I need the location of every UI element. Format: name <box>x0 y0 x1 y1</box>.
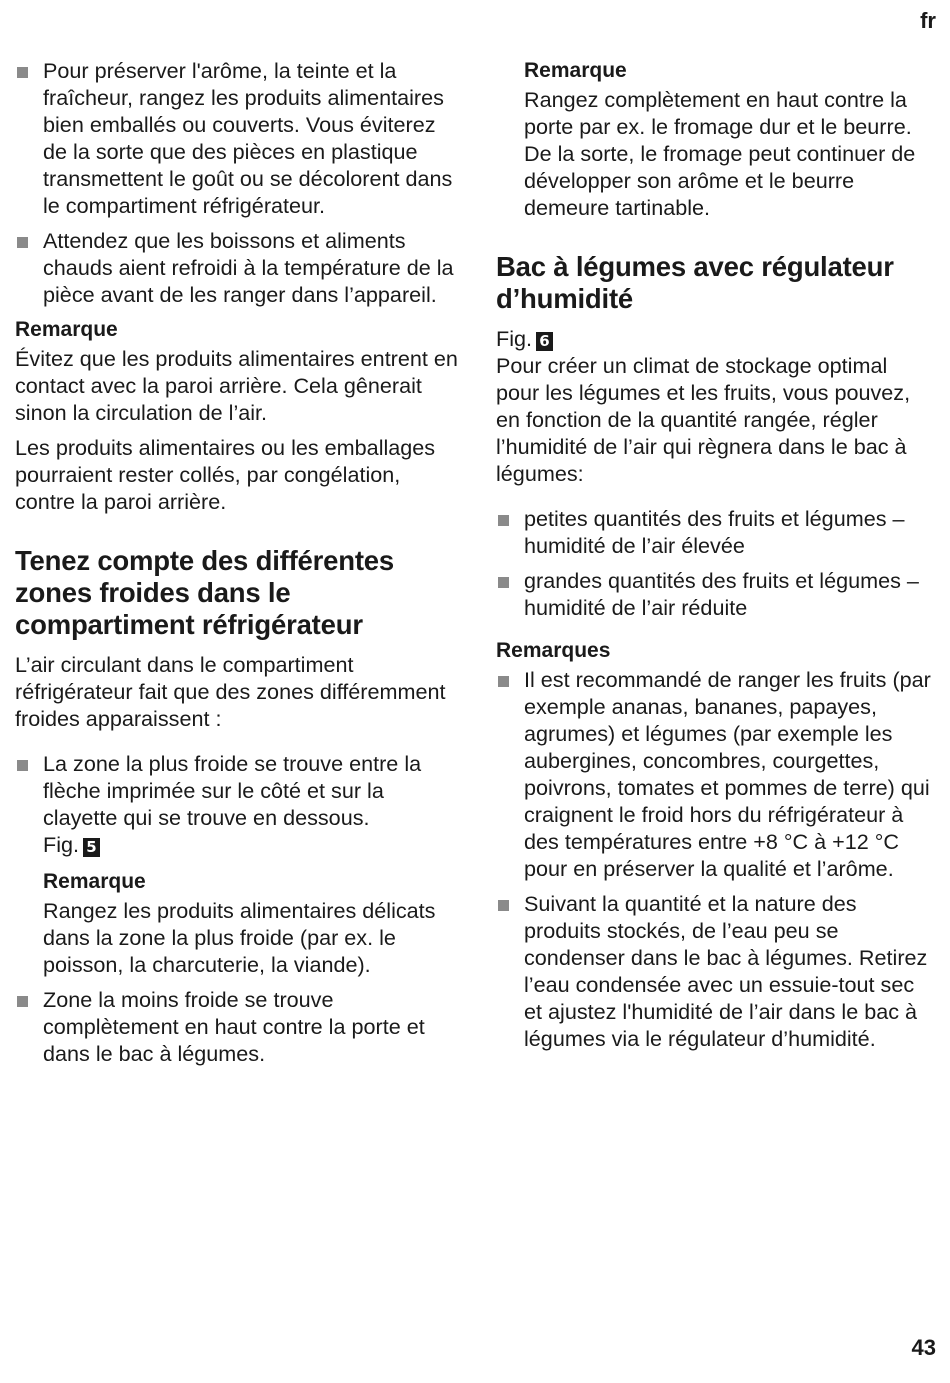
right-column <box>496 57 936 1060</box>
language-label: fr <box>920 8 936 33</box>
paragraph: Les produits alimentaires ou les emballages pourraient rester collés, par congélation, contre la paroi arrière. <box>15 435 436 514</box>
zone-list <box>15 750 460 1067</box>
note-title: Remarque <box>524 59 627 82</box>
figure-number-badge: 6 <box>536 332 553 351</box>
section-heading-crisper: Bac à légumes avec régulateur d’humidité <box>496 251 894 314</box>
square-bullet-icon <box>498 900 509 911</box>
figure-label: Fig. <box>496 326 532 351</box>
bullet-text: Il est recommandé de ranger les fruits (par exemple ananas, bananes, papayes, agrumes) et légumes (par exemple les aubergines, concombres, courgettes, poivrons, tomates et pommes de terre) qui craignent le froid hors du réfrigérateur à des températures entre +8 °C à +12 °C pour en préserver la qualité et l’arôme. <box>524 667 931 881</box>
humidity-list <box>496 505 936 621</box>
square-bullet-icon <box>498 577 509 588</box>
list-item <box>496 666 936 882</box>
bullet-text <box>43 750 460 858</box>
bullet-text: Zone la moins froide se trouve complètement en haut contre la porte et dans le bac à légumes. <box>43 987 425 1066</box>
square-bullet-icon <box>17 237 28 248</box>
note-title: Remarque <box>15 318 118 341</box>
intro-paragraph: Pour créer un climat de stockage optimal pour les légumes et les fruits, vous pouvez, en fonction de la quantité rangée, régler l’humidité de l’air qui règnera dans le bac à légumes: <box>496 353 911 486</box>
list-item <box>496 505 936 559</box>
list-item <box>15 750 460 978</box>
square-bullet-icon <box>17 996 28 1007</box>
square-bullet-icon <box>17 760 28 771</box>
left-column <box>15 57 460 1075</box>
note-text: Rangez les produits alimentaires délicats dans la zone la plus froide (par ex. le poisson, la charcuterie, la viande). <box>43 898 436 977</box>
figure-number-badge: 5 <box>83 838 100 857</box>
list-item <box>15 227 460 308</box>
square-bullet-icon <box>17 67 28 78</box>
list-item <box>496 567 936 621</box>
bullet-text: petites quantités des fruits et légumes – humidité de l’air élevée <box>524 506 905 558</box>
intro-paragraph: L’air circulant dans le compartiment réfrigérateur fait que des zones différemment froides apparaissent : <box>15 652 446 731</box>
notes-title: Remarques <box>496 639 611 662</box>
square-bullet-icon <box>498 515 509 526</box>
note-text: Rangez complètement en haut contre la porte par ex. le fromage dur et le beurre. De la sorte, le fromage peut continuer de développer son arôme et le beurre demeure tartinable. <box>524 87 916 220</box>
bullet-text: Suivant la quantité et la nature des produits stockés, de l’eau peu se condenser dans le bac à légumes. Retirez l’eau condensée avec un essuie-tout sec et ajustez l'humidité de l’air dans le bac à légumes via le régulateur d’humidité. <box>524 891 928 1051</box>
list-item <box>15 57 460 219</box>
zone-text: La zone la plus froide se trouve entre la flèche imprimée sur le côté et sur la clayette qui se trouve en dessous. <box>43 751 422 830</box>
square-bullet-icon <box>498 676 509 687</box>
figure-reference <box>496 325 936 352</box>
bullet-text: Attendez que les boissons et aliments chauds aient refroidi à la température de la pièce avant de les ranger dans l’appareil. <box>43 228 454 307</box>
bullet-text: Pour préserver l'arôme, la teinte et la fraîcheur, rangez les produits alimentaires bien emballés ou couverts. Vous éviterez de la sorte que des pièces en plastique transmettent le goût ou se décolorent dans le compartiment réfrigérateur. <box>43 58 453 218</box>
figure-label: Fig. <box>43 832 79 857</box>
note-text: Évitez que les produits alimentaires entrent en contact avec la paroi arrière. Cela gênerait sinon la circulation de l’air. <box>15 346 458 425</box>
bullet-text: grandes quantités des fruits et légumes – humidité de l’air réduite <box>524 568 919 620</box>
note-block <box>496 57 936 221</box>
section-heading-cold-zones: Tenez compte des différentes zones froides dans le compartiment réfrigérateur <box>15 545 394 640</box>
list-item <box>496 890 936 1052</box>
list-item <box>15 986 460 1067</box>
page-number: 43 <box>911 1335 936 1360</box>
note-title: Remarque <box>43 870 146 893</box>
